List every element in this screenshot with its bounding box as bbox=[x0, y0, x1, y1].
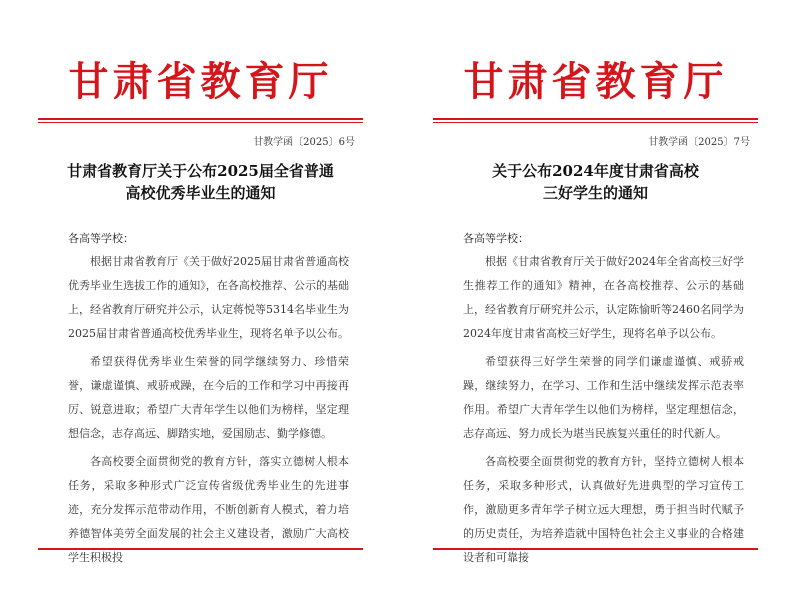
document-title bbox=[433, 160, 758, 204]
paragraph: 各高校要全面贯彻党的教育方针，坚持立德树人根本任务，采取多种形式，认真做好先进典型的学习宣传工作，激励更多青年学子树立远大理想，勇于担当时代赋予的历史责任，为培养造就中国特色社会主义事业的合格建设者和可靠接 bbox=[463, 455, 744, 564]
title-line-2: 高校优秀毕业生的通知 bbox=[125, 184, 276, 202]
red-divider bbox=[38, 118, 363, 120]
document-left bbox=[38, 52, 363, 564]
red-divider-thin bbox=[433, 122, 758, 123]
red-divider-thin bbox=[38, 122, 363, 123]
paragraph: 希望获得优秀毕业生荣誉的同学继续努力、珍惜荣誉，谦虚谨慎、戒骄戒躁，在今后的工作和学习中再接再厉、锐意进取；希望广大青年学生以他们为榜样，坚定理想信念，志存高远、脚踏实地，爱国励志、勤学修德。 bbox=[68, 355, 349, 440]
document-number: 甘教学函〔2025〕7号 bbox=[648, 137, 750, 148]
salutation: 各高等学校： bbox=[68, 232, 134, 245]
bottom-red-divider-left bbox=[38, 548, 363, 550]
paragraph: 各高校要全面贯彻党的教育方针，落实立德树人根本任务，采取多种形式广泛宣传省级优秀毕业生的先进事迹，充分发挥示范带动作用，不断创新育人模式，着力培养德智体美劳全面发展的社会主义建设者，激励广大高校学生积极投 bbox=[68, 455, 349, 564]
title-line-1: 关于公布2024年度甘肃省高校 bbox=[492, 162, 699, 180]
title-line-2: 三好学生的通知 bbox=[542, 184, 648, 202]
letterhead-title: 甘肃省教育厅 bbox=[68, 59, 333, 105]
bottom-red-divider-right bbox=[433, 548, 758, 550]
document-number: 甘教学函〔2025〕6号 bbox=[253, 137, 355, 148]
document-title bbox=[38, 160, 363, 204]
paragraph: 根据《甘肃省教育厅关于做好2024年全省高校三好学生推荐工作的通知》精神，在各高校推荐、公示的基础上，经省教育厅研究并公示，认定陈愉昕等2460名同学为2024年度甘肃省高校三好学生，现将名单予以公布。 bbox=[463, 255, 744, 340]
paragraph: 根据甘肃省教育厅《关于做好2025届甘肃省普通高校优秀毕业生选拔工作的通知》，在各高校推荐、公示的基础上，经省教育厅研究并公示，认定蒋悦等5314名毕业生为2025届甘肃省普通高校优秀毕业生，现将名单予以公布。 bbox=[68, 255, 349, 340]
paragraph: 希望获得三好学生荣誉的同学们谦虚谨慎、戒骄戒躁，继续努力，在学习、工作和生活中继续发挥示范表率作用。希望广大青年学生以他们为榜样，坚定理想信念，志存高远、努力成长为堪当民族复兴重任的时代新人。 bbox=[463, 355, 744, 440]
salutation: 各高等学校： bbox=[463, 232, 529, 245]
letterhead-title: 甘肃省教育厅 bbox=[463, 59, 728, 105]
red-divider bbox=[433, 118, 758, 120]
document-right bbox=[433, 52, 758, 564]
title-line-1: 甘肃省教育厅关于公布2025届全省普通 bbox=[67, 162, 334, 180]
